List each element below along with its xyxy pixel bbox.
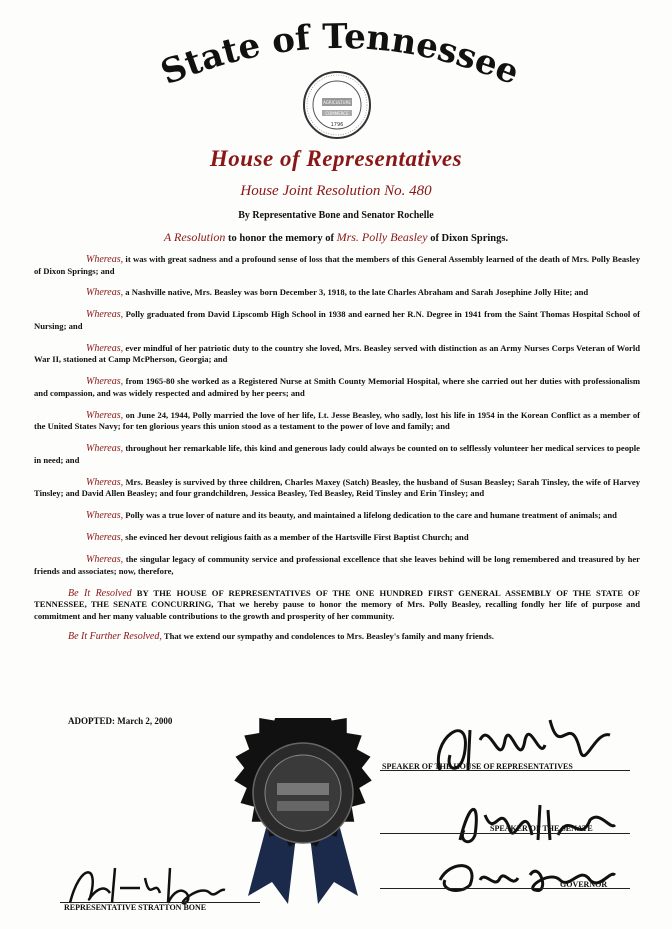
resolved-clause [34,588,640,623]
whereas-clause [34,477,640,500]
clause-lead: Whereas, [86,409,124,421]
representative-label: REPRESENTATIVE STRATTON BONE [64,903,207,912]
seal-word-agriculture: AGRICULTURE [323,100,351,105]
purpose-name: Mrs. Polly Beasley [336,230,428,244]
clause-text: from 1965-80 she worked as a Registered Nurse at Smith County Memorial Hospital, where she carried out her duties with professionalism and compassion, and was widely respected and admired by her peers; and [34,376,640,398]
speaker-senate-line [380,833,630,834]
house-title: House of Representatives [209,146,463,171]
speaker-house-label: SPEAKER OF THE HOUSE OF REPRESENTATIVES [382,762,573,771]
clause-lead: Whereas, [86,476,124,488]
governor-signature [430,850,620,900]
clause-text: on June 24, 1944, Polly married the love of her life, Lt. Jesse Beasley, who sadly, lost his life in 1954 in the Korean Conflict as a member of the United States Navy; for ten glorious years this union stood as a testament to the power of love and family; and [34,409,640,432]
state-seal-icon [302,70,372,140]
clause-text: Polly was a true lover of nature and its beauty, and maintained a lifelong dedication to the care and humane treatment of animals; and [123,510,617,521]
clause-text: it was with great sadness and a profound sense of loss that the members of this General Assembly learned of the death of Mrs. Polly Beasley of Dixon Springs; and [34,254,640,276]
resolution-number: House Joint Resolution No. 480 [240,183,432,199]
whereas-clause [34,510,640,522]
clause-text: a Nashville native, Mrs. Beasley was born December 3, 1918, to the late Charles Abraham and Sarah Josephine Jolly Hite; and [123,287,589,298]
sponsors-line: By Representative Bone and Senator Rochelle [238,210,434,221]
resolved-text: BY THE HOUSE OF REPRESENTATIVES OF THE ONE HUNDRED FIRST GENERAL ASSEMBLY OF THE STATE OF TENNESSEE, THE SENATE CONCURRING, That we hereby pause to honor the memory of Mrs. Polly Beasley, recalling fondly her life of purpose and commitment and her many valuable contributions to the growth and prosperity of her community. [34,587,640,621]
whereas-clause [34,443,640,466]
resolved-lead: Be It Resolved [68,587,132,599]
clause-lead: Whereas, [86,443,124,455]
clause-text: she evinced her devout religious faith as a member of the Hartsville First Baptist Church; and [123,532,469,543]
clause-text: throughout her remarkable life, this kind and generous lady could always be counted on to selflessly volunteer her medical services to people in need; and [34,443,640,465]
purpose-lead: A Resolution [163,230,226,244]
whereas-clause [34,287,640,299]
speaker-senate-signature [440,790,620,850]
adopted-date: ADOPTED: March 2, 2000 [68,716,173,726]
further-resolved-lead: Be It Further Resolved, [68,631,162,643]
clause-lead: Whereas, [86,309,124,321]
clause-lead: Whereas, [86,287,124,299]
clause-lead: Whereas, [86,254,124,265]
clause-lead: Whereas, [86,554,124,566]
seal-word-commerce: COMMERCE [325,111,349,116]
whereas-clause [34,376,640,399]
seal-year: 1796 [330,122,344,128]
clause-text: Mrs. Beasley is survived by three children, Charles Maxey (Satch) Beasley, the husband of Susan Beasley; Sarah Tinsley, the wife of Harvey Tinsley; and David Allen Beasley; and four grandchildren, Jessica Beasley, Ted Beasley, Reid Tinsley and Erin Tinsley; and [34,476,640,499]
purpose-mid: to honor the memory of [225,233,337,244]
state-banner-text: State of Tennessee [155,18,525,94]
purpose-line [0,230,672,245]
whereas-clause [34,254,640,277]
whereas-clause [34,410,640,433]
resolution-body [34,254,640,652]
clause-lead: Whereas, [86,376,124,388]
clause-text: Polly graduated from David Lipscomb High School in 1938 and earned her R.N. Degree in 1941 from the Saint Thomas Hospital School of Nursing; and [34,309,640,331]
whereas-clause [34,309,640,332]
clause-lead: Whereas, [86,532,124,544]
whereas-clause [34,343,640,366]
gold-seal-icon [228,718,378,906]
representative-signature [60,858,230,908]
whereas-clause [34,532,640,544]
clause-text: the singular legacy of community service and professional excellence that she leaves behind will be long remembered and treasured by her friends and associates; now, therefore, [34,554,640,576]
further-resolved-clause [34,631,640,643]
purpose-tail: of Dixon Springs. [427,233,509,244]
clause-text: ever mindful of her patriotic duty to the country she loved, Mrs. Beasley served with distinction as an Army Nurses Corps Veteran of World War II, stationed at Camp McPherson, Georgia; and [34,342,640,365]
clause-lead: Whereas, [86,342,124,354]
speaker-senate-label: SPEAKER OF THE SENATE [490,824,593,833]
further-resolved-text: That we extend our sympathy and condolences to Mrs. Beasley's family and many friends. [161,631,494,642]
clause-lead: Whereas, [86,510,124,522]
whereas-clause [34,554,640,577]
governor-label: GOVERNOR [560,880,608,889]
